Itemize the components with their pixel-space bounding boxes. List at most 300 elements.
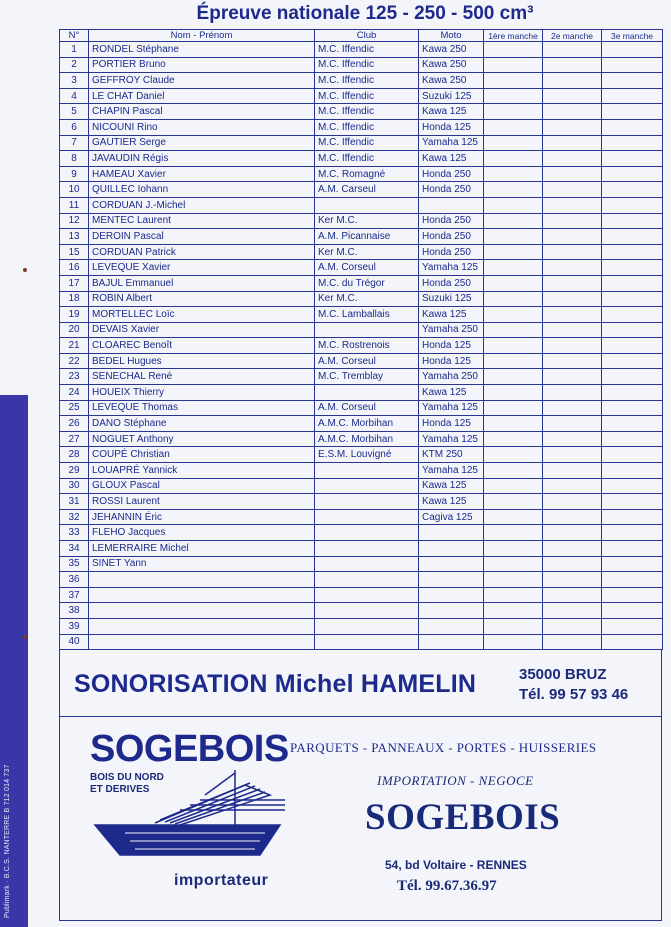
entry-heat-3: [602, 104, 663, 120]
entry-heat-1: [484, 322, 543, 338]
entry-number: 38: [60, 603, 89, 619]
entry-club: [315, 556, 419, 572]
col-header-name: Nom - Prénom: [89, 30, 315, 42]
entry-heat-1: [484, 431, 543, 447]
table-row: [60, 385, 663, 401]
table-row: [60, 587, 663, 603]
entry-name: BEDEL Hugues: [89, 353, 315, 369]
entry-number: 27: [60, 431, 89, 447]
table-row: [60, 338, 663, 354]
table-row: [60, 478, 663, 494]
entry-name: GEFFROY Claude: [89, 73, 315, 89]
entry-heat-2: [543, 166, 602, 182]
entry-club: [315, 634, 419, 650]
entry-number: 18: [60, 291, 89, 307]
table-row: [60, 400, 663, 416]
col-header-moto: Moto: [419, 30, 484, 42]
entry-heat-1: [484, 182, 543, 198]
table-row: [60, 463, 663, 479]
sogebois-name: SOGEBOIS: [365, 797, 561, 838]
entry-heat-2: [543, 275, 602, 291]
col-header-heat-2: 2e manche: [543, 30, 602, 42]
table-row: [60, 291, 663, 307]
entry-heat-1: [484, 369, 543, 385]
page-title: Épreuve nationale 125 - 250 - 500 cm³: [196, 3, 534, 24]
entry-heat-1: [484, 494, 543, 510]
table-row: [60, 73, 663, 89]
entry-club: M.C. Iffendic: [315, 104, 419, 120]
entry-heat-1: [484, 166, 543, 182]
entry-number: 4: [60, 88, 89, 104]
entry-heat-1: [484, 260, 543, 276]
entry-number: 13: [60, 229, 89, 245]
entry-club: Ker M.C.: [315, 291, 419, 307]
entry-heat-3: [602, 400, 663, 416]
entry-number: 31: [60, 494, 89, 510]
entry-number: 29: [60, 463, 89, 479]
entry-moto: [419, 197, 484, 213]
entry-heat-1: [484, 353, 543, 369]
entry-club: M.C. du Trégor: [315, 275, 419, 291]
entry-heat-3: [602, 151, 663, 167]
entry-name: CLOAREC Benoît: [89, 338, 315, 354]
entry-name: RONDEL Stéphane: [89, 42, 315, 58]
entry-number: 35: [60, 556, 89, 572]
entry-moto: [419, 587, 484, 603]
table-row: [60, 260, 663, 276]
entry-number: 36: [60, 572, 89, 588]
entry-club: A.M. Corseul: [315, 400, 419, 416]
entry-heat-2: [543, 385, 602, 401]
entry-moto: [419, 618, 484, 634]
entry-club: M.C. Iffendic: [315, 135, 419, 151]
entry-number: 12: [60, 213, 89, 229]
entry-heat-2: [543, 182, 602, 198]
entry-heat-3: [602, 572, 663, 588]
entry-moto: Honda 250: [419, 275, 484, 291]
sogebois-phone: Tél. 99.67.36.97: [397, 878, 497, 894]
entry-name: ROSSI Laurent: [89, 494, 315, 510]
entry-club: M.C. Iffendic: [315, 57, 419, 73]
entry-heat-1: [484, 307, 543, 323]
entry-heat-2: [543, 197, 602, 213]
entry-name: COUPÉ Christian: [89, 447, 315, 463]
entry-heat-3: [602, 416, 663, 432]
entry-heat-1: [484, 42, 543, 58]
entry-name: LE CHAT Daniel: [89, 88, 315, 104]
entry-number: 7: [60, 135, 89, 151]
entry-heat-2: [543, 213, 602, 229]
entry-heat-1: [484, 213, 543, 229]
table-row: [60, 88, 663, 104]
table-row: [60, 494, 663, 510]
entry-club: E.S.M. Louvigné: [315, 447, 419, 463]
entry-heat-3: [602, 42, 663, 58]
sogebois-importer: importateur: [174, 872, 269, 889]
entry-moto: Kawa 250: [419, 57, 484, 73]
entry-heat-1: [484, 416, 543, 432]
entry-heat-2: [543, 322, 602, 338]
entry-moto: Honda 250: [419, 244, 484, 260]
entry-number: 33: [60, 525, 89, 541]
table-row: [60, 57, 663, 73]
entry-heat-1: [484, 478, 543, 494]
table-row: [60, 213, 663, 229]
entry-heat-1: [484, 447, 543, 463]
entry-heat-3: [602, 57, 663, 73]
entry-heat-1: [484, 525, 543, 541]
entry-heat-2: [543, 338, 602, 354]
entry-name: [89, 587, 315, 603]
entry-club: A.M.C. Morbihan: [315, 416, 419, 432]
entry-moto: Kawa 125: [419, 494, 484, 510]
entry-heat-1: [484, 463, 543, 479]
table-row: [60, 166, 663, 182]
entry-heat-3: [602, 541, 663, 557]
table-row: [60, 525, 663, 541]
entry-heat-1: [484, 587, 543, 603]
entry-name: PORTIER Bruno: [89, 57, 315, 73]
entry-name: NICOUNI Rino: [89, 119, 315, 135]
entry-name: SENECHAL René: [89, 369, 315, 385]
entry-heat-3: [602, 478, 663, 494]
binding-mark: [23, 268, 27, 272]
entry-club: [315, 618, 419, 634]
entry-heat-3: [602, 463, 663, 479]
col-header-heat-3: 3e manche: [602, 30, 663, 42]
entry-number: 25: [60, 400, 89, 416]
entry-club: [315, 603, 419, 619]
entry-club: M.C. Iffendic: [315, 42, 419, 58]
entry-heat-1: [484, 556, 543, 572]
sogebois-address: 54, bd Voltaire - RENNES: [385, 858, 527, 872]
entry-heat-1: [484, 275, 543, 291]
entry-number: 37: [60, 587, 89, 603]
entry-club: A.M. Corseul: [315, 260, 419, 276]
entry-number: 8: [60, 151, 89, 167]
entry-heat-2: [543, 88, 602, 104]
entry-club: [315, 587, 419, 603]
entry-heat-2: [543, 229, 602, 245]
table-row: [60, 369, 663, 385]
entry-heat-1: [484, 509, 543, 525]
entry-name: HAMEAU Xavier: [89, 166, 315, 182]
entry-number: 30: [60, 478, 89, 494]
entry-moto: Suzuki 125: [419, 88, 484, 104]
entry-club: [315, 478, 419, 494]
advertisement-box: [59, 649, 662, 921]
entries-table: [59, 29, 663, 650]
entry-club: M.C. Lamballais: [315, 307, 419, 323]
entry-heat-1: [484, 151, 543, 167]
entry-moto: [419, 525, 484, 541]
entry-heat-2: [543, 587, 602, 603]
entry-number: 22: [60, 353, 89, 369]
entry-heat-1: [484, 229, 543, 245]
entry-name: GLOUX Pascal: [89, 478, 315, 494]
entry-heat-1: [484, 338, 543, 354]
entry-heat-3: [602, 166, 663, 182]
entry-heat-2: [543, 541, 602, 557]
entry-name: MENTEC Laurent: [89, 213, 315, 229]
entry-moto: Yamaha 125: [419, 400, 484, 416]
table-row: [60, 135, 663, 151]
entry-heat-3: [602, 135, 663, 151]
table-row: [60, 307, 663, 323]
table-row: [60, 244, 663, 260]
entry-number: 11: [60, 197, 89, 213]
entry-name: [89, 634, 315, 650]
entry-name: [89, 618, 315, 634]
entry-number: 17: [60, 275, 89, 291]
entry-name: JAVAUDIN Régis: [89, 151, 315, 167]
entry-name: LEMERRAIRE Michel: [89, 541, 315, 557]
entry-moto: Kawa 125: [419, 385, 484, 401]
entry-heat-2: [543, 151, 602, 167]
entry-heat-2: [543, 57, 602, 73]
table-row: [60, 541, 663, 557]
entry-heat-1: [484, 385, 543, 401]
entry-moto: Honda 125: [419, 353, 484, 369]
entry-heat-2: [543, 572, 602, 588]
entry-moto: KTM 250: [419, 447, 484, 463]
entry-heat-3: [602, 213, 663, 229]
entry-name: SINET Yann: [89, 556, 315, 572]
entry-club: M.C. Tremblay: [315, 369, 419, 385]
entry-heat-2: [543, 119, 602, 135]
entry-moto: Honda 250: [419, 213, 484, 229]
entry-heat-3: [602, 618, 663, 634]
entry-moto: Yamaha 125: [419, 260, 484, 276]
entry-moto: Kawa 125: [419, 104, 484, 120]
entry-moto: [419, 603, 484, 619]
entry-name: DANO Stéphane: [89, 416, 315, 432]
entry-number: 28: [60, 447, 89, 463]
entry-heat-3: [602, 525, 663, 541]
entry-number: 39: [60, 618, 89, 634]
entry-heat-1: [484, 73, 543, 89]
entry-club: A.M. Picannaise: [315, 229, 419, 245]
entry-moto: Cagiva 125: [419, 509, 484, 525]
entry-moto: Honda 125: [419, 119, 484, 135]
entry-heat-2: [543, 260, 602, 276]
entry-moto: Kawa 125: [419, 478, 484, 494]
entry-heat-3: [602, 244, 663, 260]
entry-number: 6: [60, 119, 89, 135]
table-row: [60, 182, 663, 198]
entry-name: [89, 603, 315, 619]
entry-moto: Yamaha 125: [419, 135, 484, 151]
entry-moto: [419, 634, 484, 650]
entry-club: [315, 509, 419, 525]
entry-heat-3: [602, 603, 663, 619]
entry-heat-3: [602, 275, 663, 291]
entry-heat-2: [543, 509, 602, 525]
entry-moto: Suzuki 125: [419, 291, 484, 307]
sonorisation-phone: Tél. 99 57 93 46: [519, 686, 629, 703]
entry-club: A.M. Corseul: [315, 353, 419, 369]
entry-heat-3: [602, 88, 663, 104]
entry-club: [315, 541, 419, 557]
entry-heat-3: [602, 353, 663, 369]
col-header-number: N°: [60, 30, 89, 42]
table-row: [60, 634, 663, 650]
entry-heat-3: [602, 587, 663, 603]
entry-heat-3: [602, 369, 663, 385]
entry-heat-2: [543, 244, 602, 260]
entry-club: M.C. Romagné: [315, 166, 419, 182]
table-row: [60, 447, 663, 463]
entry-heat-1: [484, 88, 543, 104]
entry-club: M.C. Iffendic: [315, 151, 419, 167]
entry-number: 5: [60, 104, 89, 120]
entry-heat-1: [484, 244, 543, 260]
entry-name: CORDUAN Patrick: [89, 244, 315, 260]
side-imprint: Publimark · B.C.S. NANTERRE B 712 014 737: [4, 764, 11, 918]
entry-heat-3: [602, 182, 663, 198]
entry-name: JEHANNIN Éric: [89, 509, 315, 525]
entry-heat-2: [543, 463, 602, 479]
entry-heat-1: [484, 603, 543, 619]
entry-number: 16: [60, 260, 89, 276]
entry-heat-1: [484, 618, 543, 634]
entry-heat-2: [543, 307, 602, 323]
entry-name: CHAPIN Pascal: [89, 104, 315, 120]
entry-heat-3: [602, 431, 663, 447]
table-row: [60, 197, 663, 213]
entry-name: FLEHO Jacques: [89, 525, 315, 541]
entry-heat-1: [484, 400, 543, 416]
entry-number: 24: [60, 385, 89, 401]
entry-club: [315, 494, 419, 510]
entry-moto: Yamaha 125: [419, 431, 484, 447]
entry-name: CORDUAN J.-Michel: [89, 197, 315, 213]
entry-heat-1: [484, 291, 543, 307]
entry-heat-3: [602, 307, 663, 323]
entry-heat-2: [543, 291, 602, 307]
entry-heat-3: [602, 260, 663, 276]
entry-heat-2: [543, 618, 602, 634]
sogebois-subtitle-2: ET DERIVES: [90, 784, 150, 795]
entry-club: [315, 322, 419, 338]
entry-name: ROBIN Albert: [89, 291, 315, 307]
table-row: [60, 229, 663, 245]
entry-moto: Honda 125: [419, 338, 484, 354]
table-header-row: [60, 30, 663, 42]
table-row: [60, 104, 663, 120]
entry-club: [315, 525, 419, 541]
table-row: [60, 556, 663, 572]
table-row: [60, 322, 663, 338]
binding-mark: [23, 635, 27, 639]
entry-moto: [419, 556, 484, 572]
entry-name: BAJUL Emmanuel: [89, 275, 315, 291]
table-row: [60, 431, 663, 447]
table-row: [60, 416, 663, 432]
entry-name: MORTELLEC Loïc: [89, 307, 315, 323]
entry-club: Ker M.C.: [315, 213, 419, 229]
entry-number: 40: [60, 634, 89, 650]
entry-club: M.C. Iffendic: [315, 88, 419, 104]
col-header-heat-1: 1ère manche: [484, 30, 543, 42]
entry-heat-2: [543, 603, 602, 619]
entry-number: 9: [60, 166, 89, 182]
entry-heat-2: [543, 447, 602, 463]
entry-heat-2: [543, 135, 602, 151]
entry-heat-2: [543, 494, 602, 510]
entry-moto: Honda 250: [419, 229, 484, 245]
entry-number: 34: [60, 541, 89, 557]
entry-moto: Kawa 125: [419, 307, 484, 323]
ad-divider: [60, 716, 661, 717]
entry-heat-3: [602, 447, 663, 463]
entry-heat-2: [543, 73, 602, 89]
table-row: [60, 42, 663, 58]
entry-heat-2: [543, 431, 602, 447]
entry-number: 2: [60, 57, 89, 73]
entry-heat-1: [484, 572, 543, 588]
entry-name: GAUTIER Serge: [89, 135, 315, 151]
table-row: [60, 353, 663, 369]
col-header-club: Club: [315, 30, 419, 42]
entry-number: 23: [60, 369, 89, 385]
entry-number: 21: [60, 338, 89, 354]
entries-body: [60, 42, 663, 650]
entry-club: [315, 385, 419, 401]
entry-name: DEVAIS Xavier: [89, 322, 315, 338]
entry-heat-2: [543, 525, 602, 541]
entry-club: M.C. Iffendic: [315, 119, 419, 135]
table-row: [60, 151, 663, 167]
sonorisation-name: SONORISATION Michel HAMELIN: [74, 670, 477, 698]
entry-number: 15: [60, 244, 89, 260]
entry-moto: Yamaha 250: [419, 322, 484, 338]
entry-heat-2: [543, 369, 602, 385]
entry-name: LEVEQUE Thomas: [89, 400, 315, 416]
entry-heat-3: [602, 73, 663, 89]
entry-club: [315, 197, 419, 213]
entry-name: LOUAPRÉ Yannick: [89, 463, 315, 479]
entry-club: M.C. Rostrenois: [315, 338, 419, 354]
table-row: [60, 275, 663, 291]
sogebois-subtitle-1: BOIS DU NORD: [90, 772, 164, 783]
entry-heat-1: [484, 119, 543, 135]
entry-heat-2: [543, 478, 602, 494]
sogebois-products: PARQUETS - PANNEAUX - PORTES - HUISSERIES: [290, 740, 597, 755]
timber-boat-icon: [85, 765, 285, 865]
entry-number: 20: [60, 322, 89, 338]
entry-name: LEVEQUE Xavier: [89, 260, 315, 276]
entry-club: A.M.C. Morbihan: [315, 431, 419, 447]
entry-heat-3: [602, 322, 663, 338]
entry-heat-2: [543, 400, 602, 416]
entry-number: 26: [60, 416, 89, 432]
entry-heat-1: [484, 541, 543, 557]
entry-moto: [419, 572, 484, 588]
entry-heat-1: [484, 104, 543, 120]
table-row: [60, 572, 663, 588]
entry-moto: [419, 541, 484, 557]
entry-heat-3: [602, 197, 663, 213]
entry-club: M.C. Iffendic: [315, 73, 419, 89]
entry-heat-2: [543, 104, 602, 120]
entry-moto: Kawa 250: [419, 73, 484, 89]
entry-name: NOGUET Anthony: [89, 431, 315, 447]
entry-name: DEROIN Pascal: [89, 229, 315, 245]
entry-moto: Kawa 125: [419, 151, 484, 167]
entry-moto: Yamaha 250: [419, 369, 484, 385]
entry-number: 3: [60, 73, 89, 89]
